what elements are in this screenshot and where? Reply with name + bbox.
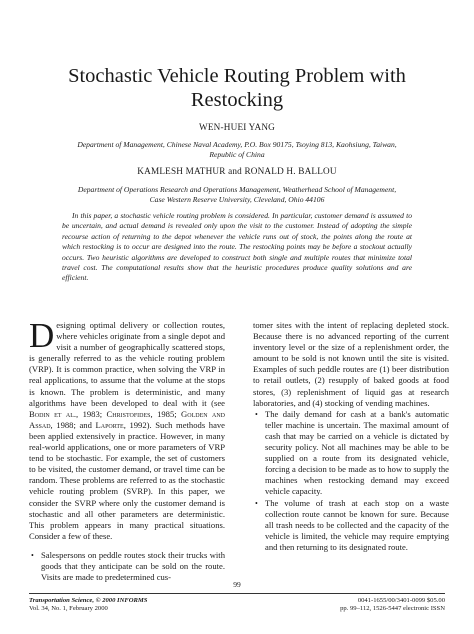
affiliation-2-line-1: Department of Operations Research and Operations Management, Weatherhead School of Management, <box>77 185 397 194</box>
bullet-item-peddle <box>29 550 225 583</box>
drop-cap: D <box>29 316 55 355</box>
affiliation-1 <box>44 140 430 161</box>
intro-text-c: , 1985; <box>150 408 182 419</box>
bullet-icon: • <box>255 409 258 419</box>
journal-volume: Vol. 34, No. 1, February 2000 <box>29 605 108 613</box>
citation-christofides: Christofides <box>106 408 151 419</box>
citation-bodin: Bodin et al. <box>29 408 77 419</box>
paper-title <box>30 64 444 112</box>
bullet-icon: • <box>31 550 34 560</box>
bullet-text-atm: The daily demand for cash at a bank's automatic teller machine is uncertain. The maximal amount of cash that may be carried on a vehicle is dictated by security policy. Not all machines may be able to be supplied on a route from its designated vehicle, forcing a decision to be made as to how to supply the machines when restocking demand may exceed vehicle capacity. <box>265 408 449 497</box>
affiliation-2 <box>44 185 430 206</box>
bullet-text-peddle: Salespersons on peddle routes stock their trucks with goods that they anticipate can be sold on the route. Visits are made to predetermined cus- <box>41 549 225 583</box>
bullet-icon: • <box>255 498 258 508</box>
body-column-left <box>29 316 225 583</box>
body-column-right <box>253 320 449 553</box>
citation-laporte: Laporte <box>95 419 124 430</box>
title-line-2: Restocking <box>190 89 284 111</box>
author-1: WEN-HUEI YANG <box>199 122 275 132</box>
paragraph-gap <box>29 542 225 550</box>
affiliation-1-line-1: Department of Management, Chinese Naval Academy, P.O. Box 90175, Tsoying 813, Kaohsiung, Taiwan, <box>77 140 397 149</box>
intro-text-d: , 1988; and <box>50 419 96 430</box>
abstract: In this paper, a stochastic vehicle routing problem is considered. In particular, customer demand is assumed to be uncertain, and actual demand is revealed only upon the visit to the customer. Instead of adopting the simple recourse action of returning to the depot whenever the vehicle runs out of stock, the points along the route at which restocking is to occur are designed into the route. The restocking points may be before a stockout actually occurs. Two heuristic algorithms are developed to construct both single and multiple routes that minimize total travel cost. The computational results show that the heuristic procedures produce quality solutions and are efficient. <box>62 211 412 283</box>
issn-line-2: pp. 99–112, 1526-5447 electronic ISSN <box>340 605 445 613</box>
author-2: KAMLESH MATHUR and RONALD H. BALLOU <box>137 166 337 176</box>
footer-issn-info <box>340 597 445 613</box>
journal-name: Transportation Science, © 2000 INFORMS <box>29 597 148 604</box>
peddle-continuation: tomer sites with the intent of replacing depleted stock. Because there is no advanced reporting of the current inventory level or the size of a replenishment order, the amount to be sold is not known until the site is visited. Examples of such peddle routes are (1) beer distribution to retail outlets, (2) resupply of baked goods at food stores, (3) replenishment of liquid gas at research laboratories, and (4) stocking of vending machines. <box>253 320 449 408</box>
intro-text-e: , 1992). Such methods have been applied extensively in practice. However, in many real-world applications, one or more parameters of VRP tend to be stochastic. For example, the set of customers to be visited, the customer demand, or travel time can be random. These problems are referred to as the stochastic vehicle routing problem (SVRP). In this paper, we consider the SVRP where only the customer demand is stochastic and all other parameters are deterministic. This problem appears in many practical situations. Consider a few of these. <box>29 419 225 541</box>
affiliation-1-line-2: Republic of China <box>209 150 265 160</box>
page-number: 99 <box>233 580 241 589</box>
bullet-item-atm <box>253 409 449 498</box>
intro-paragraph <box>29 316 225 542</box>
footer-divider <box>29 593 445 594</box>
affiliation-2-line-2: Case Western Reserve University, Cleveland, Ohio 44106 <box>149 195 325 205</box>
footer-journal-info <box>29 597 147 613</box>
citation-golden-assad: Golden and Assad <box>29 408 225 430</box>
intro-text-a: esigning optimal delivery or collection routes, where vehicles originate from a single depot and visit a number of geographically scattered stops, is generally referred to as the vehicle routing problem (VRP). It is common practice, when solving the VRP in real applications, to assume that the volume at the stops is known. The problem is deterministic, and many algorithms have been developed to deal with it (see <box>29 320 225 408</box>
title-line-1: Stochastic Vehicle Routing Problem with <box>68 65 406 87</box>
bullet-item-trash <box>253 498 449 553</box>
issn-line-1: 0041-1655/00/3401-0099 $05.00 <box>357 597 445 604</box>
intro-text-b: , 1983; <box>76 408 107 419</box>
bullet-text-trash: The volume of trash at each stop on a waste collection route cannot be known for sure. Because all trash needs to be collected and the capacity of the vehicle is limited, the vehicle may require emptying and then returning to its designated route. <box>265 497 449 552</box>
